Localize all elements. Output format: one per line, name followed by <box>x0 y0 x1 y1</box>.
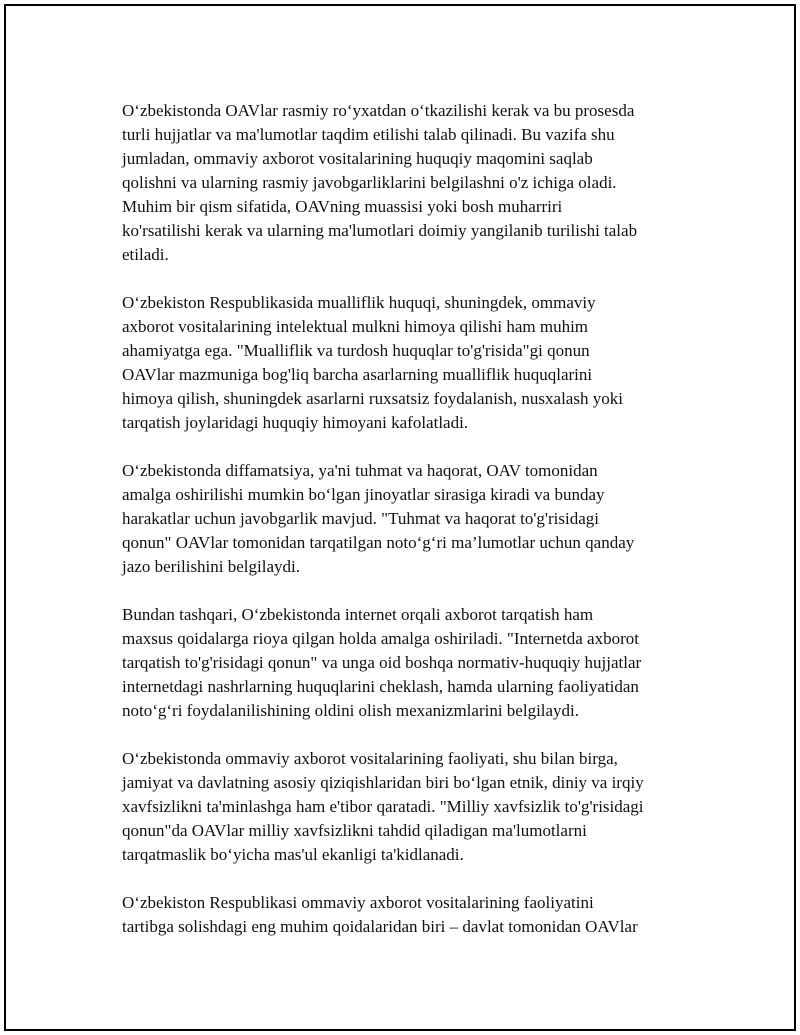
text-line: xavfsizlikni ta'minlashga ham e'tibor qaratadi. "Milliy xavfsizlik to'g'risidagi <box>122 797 644 816</box>
text-line: maxsus qoidalarga rioya qilgan holda amalga oshiriladi. "Internetda axborot <box>122 629 639 648</box>
text-line: O‘zbekistonda OAVlar rasmiy ro‘yxatdan o‘tkazilishi kerak va bu prosesda <box>122 101 635 120</box>
text-line: OAVlar mazmuniga bog'liq barcha asarlarning mualliflik huquqlarini <box>122 365 593 384</box>
text-line: turli hujjatlar va ma'lumotlar taqdim etilishi talab qilinadi. Bu vazifa shu <box>122 125 615 144</box>
paragraph-2 <box>122 291 692 435</box>
text-line: qonun"da OAVlar milliy xavfsizlikni tahdid qiladigan ma'lumotlarni <box>122 821 587 840</box>
text-line: jumladan, ommaviy axborot vositalarining huquqiy maqomini saqlab <box>122 149 593 168</box>
text-line: jazo berilishini belgilaydi. <box>122 557 300 576</box>
page-frame <box>4 4 796 1031</box>
paragraph-6 <box>122 891 692 939</box>
text-line: O‘zbekistonda diffamatsiya, ya'ni tuhmat va haqorat, OAV tomonidan <box>122 461 598 480</box>
text-line: internetdagi nashrlarning huquqlarini cheklash, hamda ularning faoliyatidan <box>122 677 639 696</box>
text-line: ahamiyatga ega. "Mualliflik va turdosh huquqlar to'g'risida"gi qonun <box>122 341 590 360</box>
text-line: O‘zbekiston Respublikasida mualliflik huquqi, shuningdek, ommaviy <box>122 293 596 312</box>
paragraph-3 <box>122 459 692 579</box>
text-line: noto‘g‘ri foydalanilishining oldini olish mexanizmlarini belgilaydi. <box>122 701 580 720</box>
paragraph-4 <box>122 603 692 723</box>
text-line: tarqatish to'g'risidagi qonun" va unga oid boshqa normativ-huquqiy hujjatlar <box>122 653 642 672</box>
text-line: etiladi. <box>122 245 169 264</box>
text-line: qonun" OAVlar tomonidan tarqatilgan noto‘g‘ri ma’lumotlar uchun qanday <box>122 533 635 552</box>
text-line: qolishni va ularning rasmiy javobgarliklarini belgilashni o'z ichiga oladi. <box>122 173 617 192</box>
text-line: amalga oshirilishi mumkin bo‘lgan jinoyatlar sirasiga kiradi va bunday <box>122 485 605 504</box>
text-line: Bundan tashqari, O‘zbekistonda internet orqali axborot tarqatish ham <box>122 605 594 624</box>
paragraph-1 <box>122 99 692 267</box>
text-line: himoya qilish, shuningdek asarlarni ruxsatsiz foydalanish, nusxalash yoki <box>122 389 623 408</box>
text-line: tarqatish joylaridagi huquqiy himoyani kafolatladi. <box>122 413 469 432</box>
text-line: tarqatmaslik bo‘yicha mas'ul ekanligi ta'kidlanadi. <box>122 845 464 864</box>
text-line: tartibga solishdagi eng muhim qoidalaridan biri – davlat tomonidan OAVlar <box>122 917 638 936</box>
text-line: O‘zbekiston Respublikasi ommaviy axborot vositalarining faoliyatini <box>122 893 594 912</box>
text-line: jamiyat va davlatning asosiy qiziqishlaridan biri bo‘lgan etnik, diniy va irqiy <box>122 773 644 792</box>
text-line: axborot vositalarining intelektual mulkni himoya qilishi ham muhim <box>122 317 589 336</box>
text-line: Muhim bir qism sifatida, OAVning muassisi yoki bosh muharriri <box>122 197 563 216</box>
text-line: harakatlar uchun javobgarlik mavjud. "Tuhmat va haqorat to'g'risidagi <box>122 509 599 528</box>
text-line: O‘zbekistonda ommaviy axborot vositalarining faoliyati, shu bilan birga, <box>122 749 618 768</box>
document-body <box>122 99 692 963</box>
text-line: ko'rsatilishi kerak va ularning ma'lumotlari doimiy yangilanib turilishi talab <box>122 221 638 240</box>
paragraph-5 <box>122 747 692 867</box>
